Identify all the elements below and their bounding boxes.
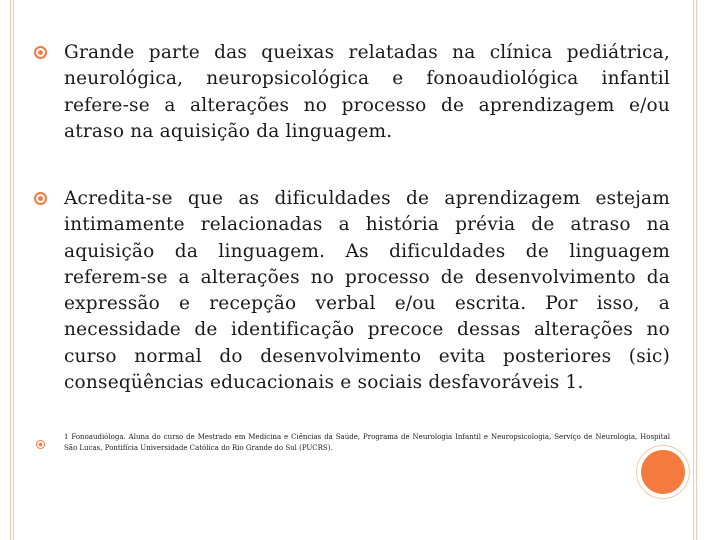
left-frame-border [10,0,14,540]
right-frame-border [693,0,697,540]
bullet-item-2 [30,186,670,396]
bullet-text-1: Grande parte das queixas relatadas na clínica pediátrica, neurológica, neuropsicológica e fonoaudiológica infantil refere-se a alterações no processo de aprendizagem e/ou atraso na aquisição da linguagem. [64,42,670,142]
bullet-text-2: Acredita-se que as dificuldades de aprendizagem estejam intimamente relacionadas a história prévia de atraso na aquisição da linguagem. As dificuldades de linguagem referem-se a alterações no processo de desenvolvimento da expressão e recepção verbal e/ou escrita. Por isso, a necessidade de identificação precoce dessas alterações no curso normal do desenvolvimento evita posteriores (sic) conseqüências educacionais e sociais desfavoráveis 1. [64,188,670,394]
bullet-item-1 [30,40,670,145]
footnote-text: 1 Fonoaudióloga. Aluna do curso de Mestrado em Medicina e Ciências da Saúde, Programa de Neurologia Infantil e Neuropsicologia, Serviço de Neurologia, Hospital São Lucas, Pontifícia Universidade Católica do Rio Grande do Sul (PUCRS). [64,433,670,452]
orange-ring-bullet-icon [30,434,50,454]
footnote-item [30,432,670,454]
orange-ring-bullet-icon [30,188,50,208]
orange-circle-icon [641,450,685,494]
orange-ring-bullet-icon [30,42,50,62]
